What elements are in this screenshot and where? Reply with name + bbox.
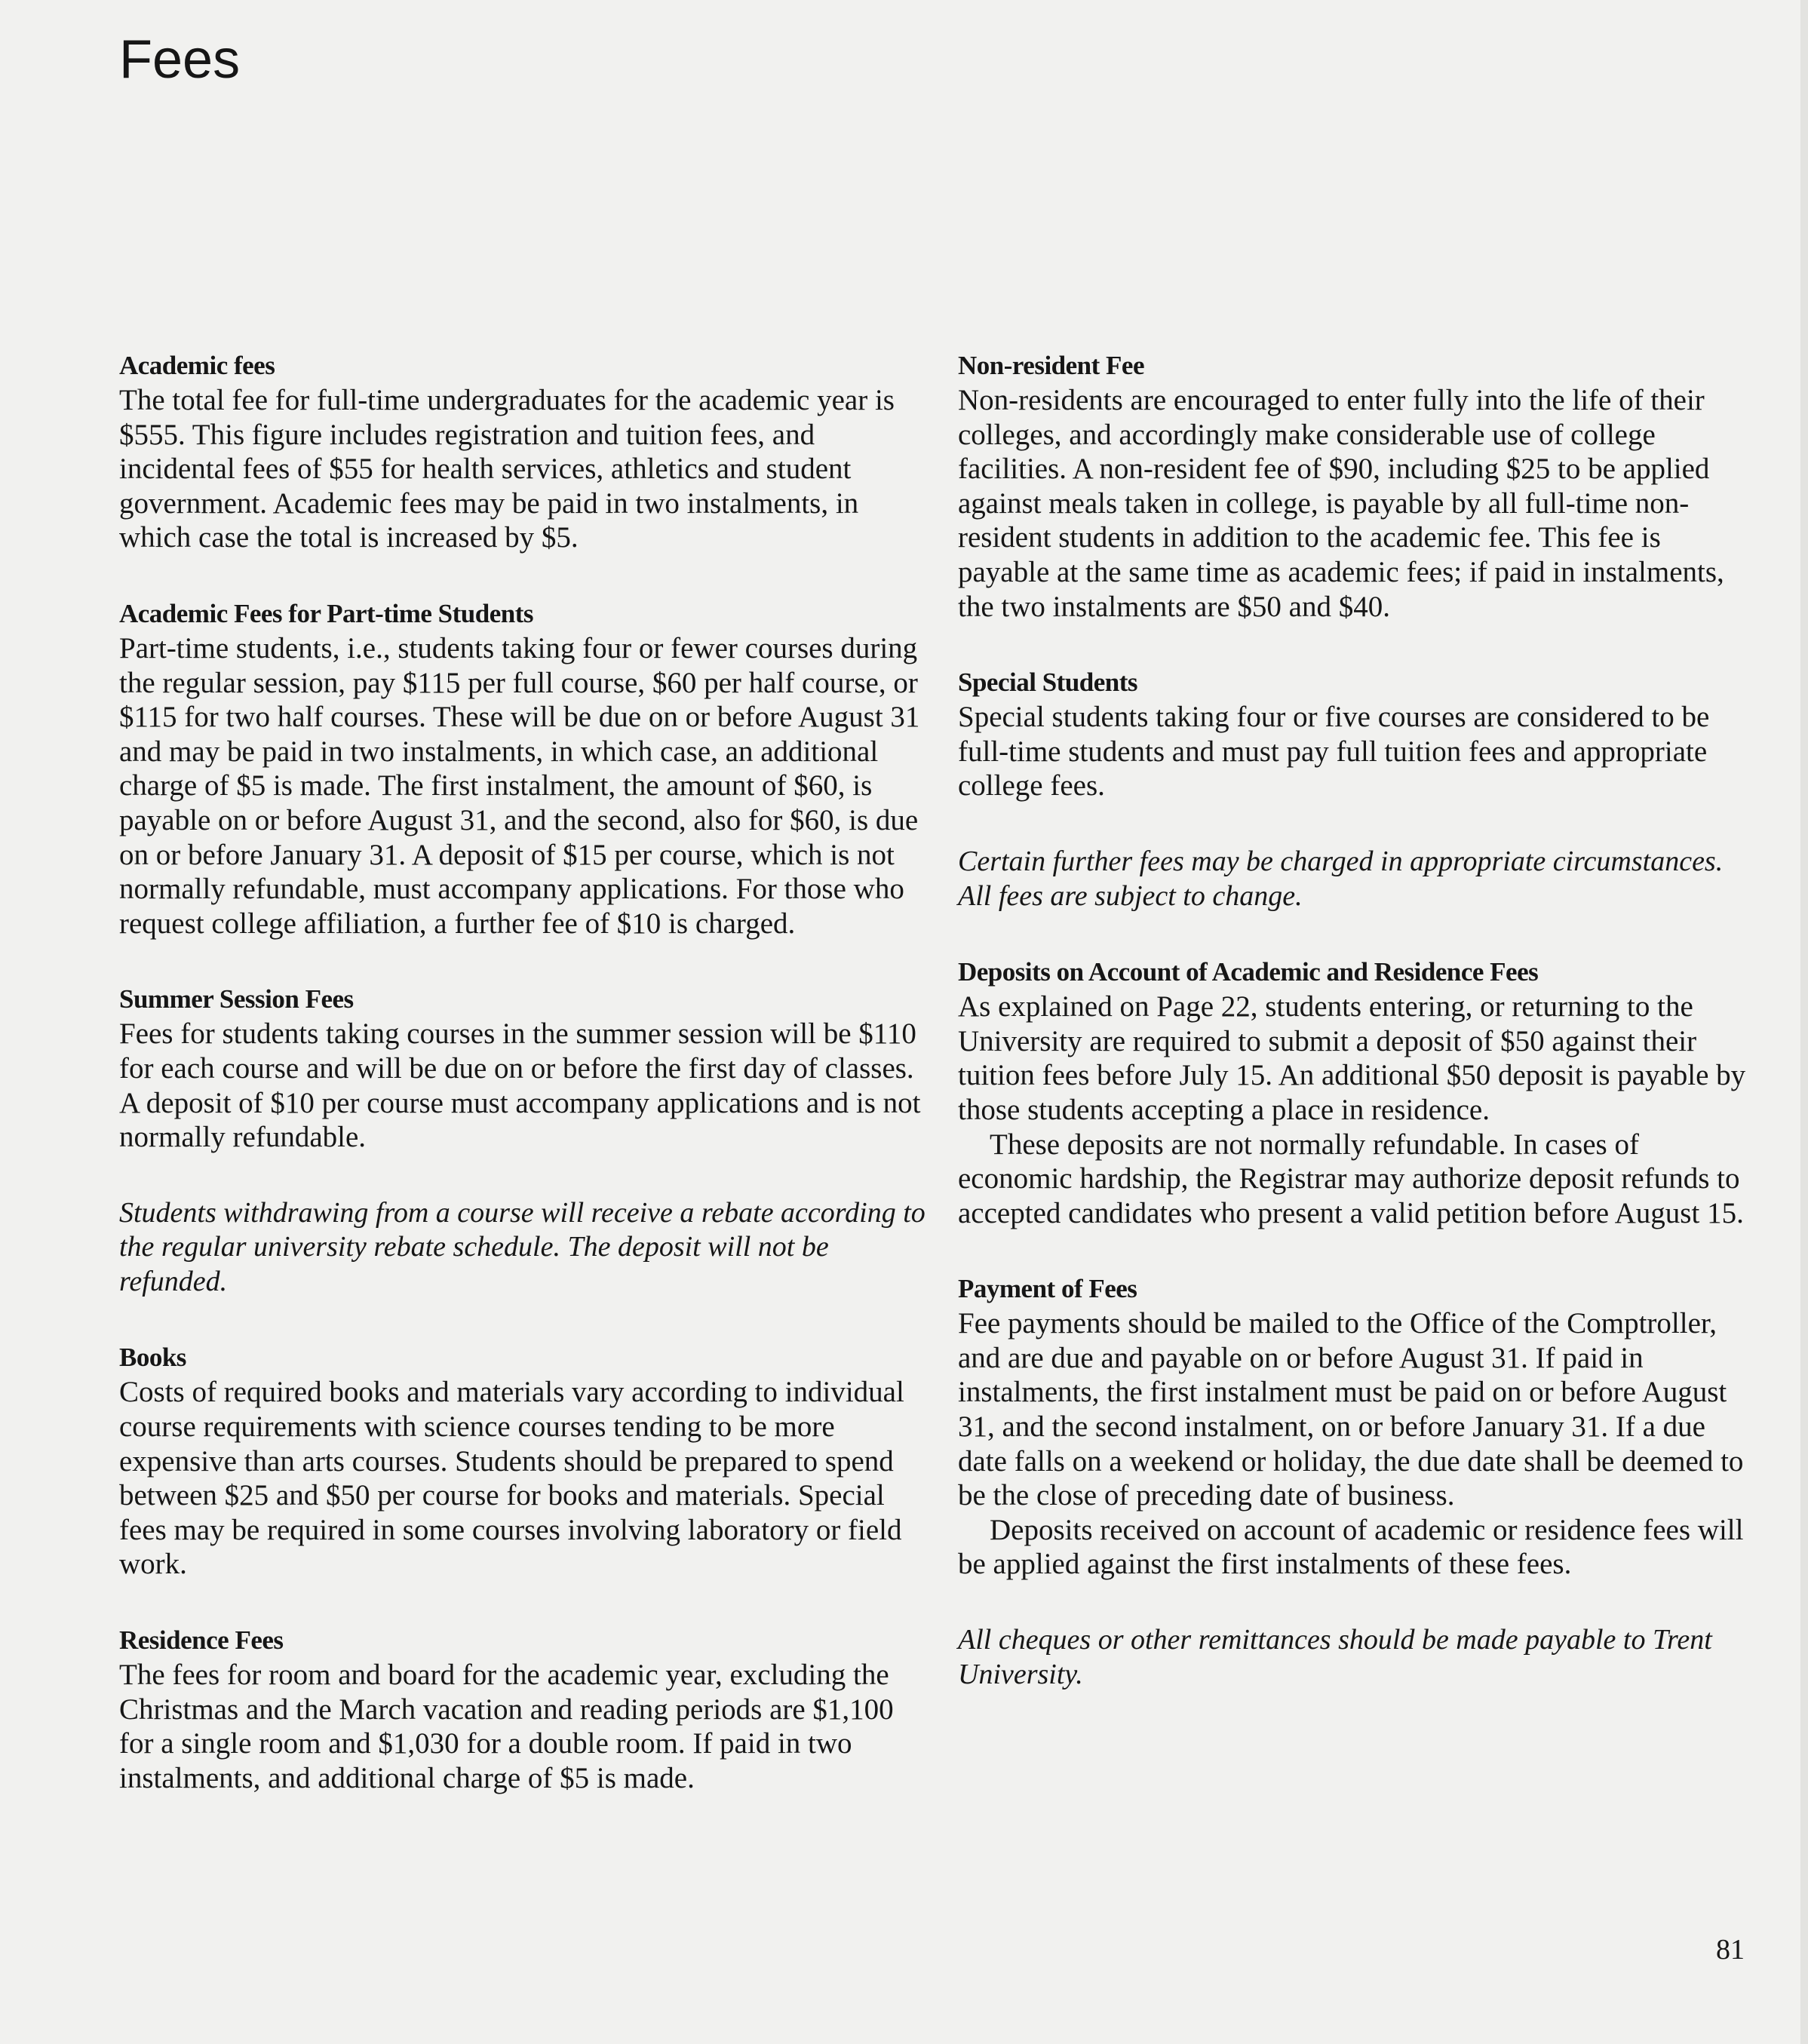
section-part-time-fees — [119, 597, 934, 941]
section-text: The total fee for full-time undergraduates for the academic year is $555. This figure includes registration and tuition fees, and incidental fees of $55 for health services, athletics and student government. Academic fees may be paid in two instalments, in which case the total is increased by $5. — [119, 384, 895, 554]
page-edge-shadow — [1800, 0, 1808, 2044]
page-number: 81 — [1716, 1934, 1745, 1966]
section-special-students — [958, 665, 1750, 803]
section-heading: Residence Fees — [119, 1625, 284, 1656]
section-heading: Academic fees — [119, 351, 275, 380]
further-fees-line: Certain further fees may be charged in appropriate circumstances. — [958, 845, 1724, 877]
right-column — [958, 348, 1750, 1733]
section-heading: Academic Fees for Part-time Students — [119, 598, 533, 628]
section-books — [119, 1340, 934, 1582]
section-heading: Payment of Fees — [958, 1274, 1137, 1304]
cheque-note: All cheques or other remittances should be made payable to Trent University. — [958, 1624, 1712, 1690]
section-heading: Deposits on Account of Academic and Residence Fees — [958, 957, 1539, 987]
section-text: Part-time students, i.e., students taking four or fewer courses during the regular session, pay $115 per full course, $60 per half course, or $115 for two half courses. These will be due on or before August 31 and may be paid in two instalments, in which case, an additional charge of $5 is made. The first instalment, the amount of $60, is payable on or before August 31, and the second, also for $60, is due on or before January 31. A deposit of $15 per course, which is not normally refundable, must accompany applications. For those who request college affiliation, a further fee of $10 is charged. — [119, 631, 920, 940]
section-summer-fees — [119, 982, 934, 1154]
section-text: These deposits are not normally refundable. In cases of economic hardship, the Registrar may authorize deposit refunds to accepted candidates who present a valid petition before August 15. — [958, 1128, 1744, 1229]
section-payment-of-fees — [958, 1272, 1750, 1582]
section-deposits — [958, 955, 1750, 1230]
further-fees-note — [958, 845, 1750, 913]
section-text: Fees for students taking courses in the summer session will be $110 for each course and will be due on or before the first day of classes. A deposit of $10 per course must accompany applications and is not normally refundable. — [119, 1017, 921, 1154]
section-heading: Summer Session Fees — [119, 984, 354, 1014]
section-heading: Books — [119, 1343, 186, 1373]
subject-to-change-line: All fees are subject to change. — [958, 879, 1303, 912]
page-title: Fees — [119, 29, 241, 90]
section-text: Special students taking four or five courses are considered to be full-time students and must pay full tuition fees and appropriate college fees. — [958, 701, 1710, 803]
section-academic-fees — [119, 348, 934, 555]
section-text: The fees for room and board for the academic year, excluding the Christmas and the March vacation and reading periods are $1,100 for a single room and $1,030 for a double room. If paid in two instalments, and additional charge of $5 is made. — [119, 1659, 894, 1794]
section-heading: Non-resident Fee — [958, 351, 1144, 380]
section-text: Costs of required books and materials vary according to individual course requirements with science courses tending to be more expensive than arts courses. Students should be prepared to spend between $25 and $50 per course for books and materials. Special fees may be required in some courses involving laboratory or field work. — [119, 1376, 904, 1581]
section-text: Deposits received on account of academic or residence fees will be applied against the first instalments of these fees. — [958, 1513, 1744, 1581]
section-residence-fees — [119, 1623, 934, 1795]
section-text: As explained on Page 22, students entering, or returning to the University are required to submit a deposit of $50 against their tuition fees before July 15. An additional $50 deposit is payable by those students accepting a place in residence. — [958, 990, 1746, 1126]
section-text: Fee payments should be mailed to the Office of the Comptroller, and are due and payable on or before August 31. If paid in instalments, the first instalment must be paid on or before August 31, and the second instalment, on or before January 31. If a due date falls on a weekend or holiday, the due date shall be deemed to be the close of preceding date of business. — [958, 1307, 1744, 1512]
section-text: Non-residents are encouraged to enter fully into the life of their colleges, and accordingly make considerable use of college facilities. A non-resident fee of $90, including $25 to be applied against meals taken in college, is payable by all full-time non-resident students in addition to the academic fee. This fee is payable at the same time as academic fees; if paid in instalments, the two instalments are $50 and $40. — [958, 384, 1724, 623]
section-non-resident-fee — [958, 348, 1750, 624]
withdrawal-note: Students withdrawing from a course will receive a rebate according to the regular university rebate schedule. The deposit will not be refunded. — [119, 1196, 925, 1297]
left-column — [119, 348, 934, 1837]
section-heading: Special Students — [958, 668, 1138, 698]
